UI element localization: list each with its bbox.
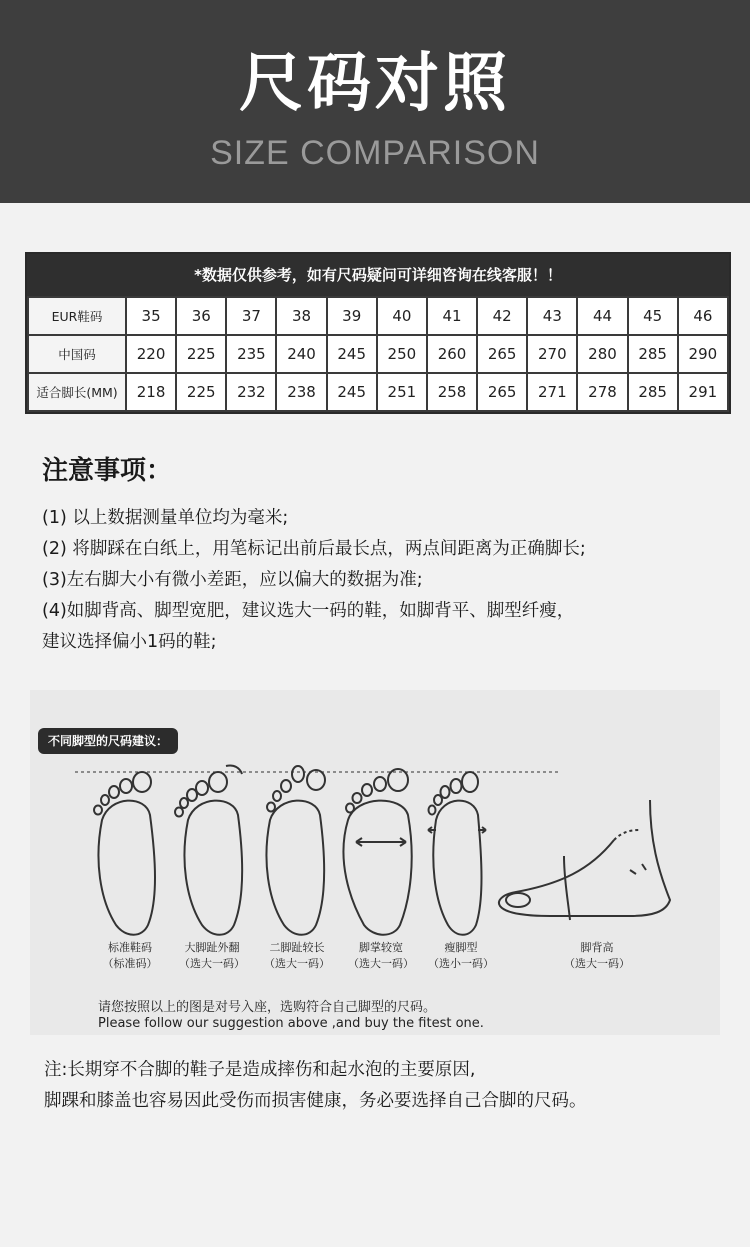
table-cell: 35 [126, 297, 176, 335]
table-cell: 250 [377, 335, 427, 373]
page-title: 尺码对照 [239, 47, 511, 121]
table-cell: 220 [126, 335, 176, 373]
table-cell: 235 [226, 335, 276, 373]
table-cell: 36 [176, 297, 226, 335]
row-label: EUR鞋码 [28, 297, 126, 335]
note-line: (4)如脚背高、脚型宽肥，建议选大一码的鞋，如脚背平、脚型纤瘦， [42, 601, 575, 621]
foot-drawings [30, 760, 720, 940]
note-line: (2) 将脚踩在白纸上，用笔标记出前后最长点，两点间距离为正确脚长; [42, 539, 586, 559]
advice-text-en: Please follow our suggestion above ,and buy the fitest one. [98, 1016, 484, 1031]
high-instep-foot-icon [499, 800, 670, 920]
table-cell: 225 [176, 335, 226, 373]
table-cell: 265 [477, 335, 527, 373]
foot-label-high-instep: 脚背高 （选大一码） [564, 941, 630, 970]
foot-label-bunion: 大脚趾外翻 （选大一码） [179, 941, 245, 970]
table-cell: 245 [327, 335, 377, 373]
footer-note-line: 脚踝和膝盖也容易因此受伤而损害健康，务必要选择自己合脚的尺码。 [44, 1091, 587, 1111]
table-cell: 285 [628, 335, 678, 373]
table-cell: 290 [678, 335, 728, 373]
table-cell: 46 [678, 297, 728, 335]
table-cell: 285 [628, 373, 678, 411]
table-cell: 280 [577, 335, 627, 373]
table-cell: 40 [377, 297, 427, 335]
table-cell: 260 [427, 335, 477, 373]
table-cell: 45 [628, 297, 678, 335]
table-cell: 43 [527, 297, 577, 335]
foot-label-standard: 标准鞋码 （标准码） [102, 941, 158, 970]
note-line: (3)左右脚大小有微小差距，应以偏大的数据为准; [42, 570, 423, 590]
foot-length-row [28, 373, 728, 411]
foot-label-slim: 瘦脚型 （选小一码） [428, 941, 494, 970]
table-cell: 37 [226, 297, 276, 335]
table-cell: 42 [477, 297, 527, 335]
table-cell: 278 [577, 373, 627, 411]
table-cell: 39 [327, 297, 377, 335]
note-line: 建议选择偏小1码的鞋; [42, 632, 217, 652]
second-toe-long-foot-icon [266, 766, 325, 935]
table-cell: 38 [276, 297, 326, 335]
table-cell: 41 [427, 297, 477, 335]
table-cell: 225 [176, 373, 226, 411]
foot-label-second-toe: 二脚趾较长 （选大一码） [264, 941, 330, 970]
page-subtitle: SIZE COMPARISON [210, 134, 540, 172]
advice-text-cn: 请您按照以上的图是对号入座，选购符合自己脚型的尺码。 [98, 1000, 437, 1015]
table-cell: 240 [276, 335, 326, 373]
table-cell: 258 [427, 373, 477, 411]
china-size-row [28, 335, 728, 373]
note-line: (1) 以上数据测量单位均为毫米; [42, 508, 289, 528]
size-table-container [25, 252, 731, 414]
table-cell: 251 [377, 373, 427, 411]
foot-type-badge: 不同脚型的尺码建议： [38, 728, 178, 754]
table-cell: 232 [226, 373, 276, 411]
row-label: 中国码 [28, 335, 126, 373]
notes-title: 注意事项： [42, 456, 173, 486]
size-table [27, 296, 729, 412]
foot-label-wide: 脚掌较宽 （选大一码） [348, 941, 414, 970]
row-label: 适合脚长(MM) [28, 373, 126, 411]
table-cell: 238 [276, 373, 326, 411]
table-cell: 265 [477, 373, 527, 411]
table-cell: 270 [527, 335, 577, 373]
footer-note-line: 注:长期穿不合脚的鞋子是造成摔伤和起水泡的主要原因, [44, 1060, 476, 1080]
table-cell: 44 [577, 297, 627, 335]
header-banner [0, 0, 750, 203]
table-cell: 218 [126, 373, 176, 411]
notes-section [42, 450, 722, 658]
bunion-foot-icon [175, 765, 242, 934]
footer-note [44, 1055, 734, 1117]
slim-foot-icon [428, 772, 486, 935]
foot-type-illustration [30, 690, 720, 1035]
table-cell: 271 [527, 373, 577, 411]
table-cell: 245 [327, 373, 377, 411]
table-cell: 291 [678, 373, 728, 411]
standard-foot-icon [94, 772, 155, 935]
table-note: *数据仅供参考，如有尺码疑问可详细咨询在线客服！！ [27, 254, 729, 296]
eur-size-row [28, 297, 728, 335]
wide-foot-icon [343, 769, 411, 935]
